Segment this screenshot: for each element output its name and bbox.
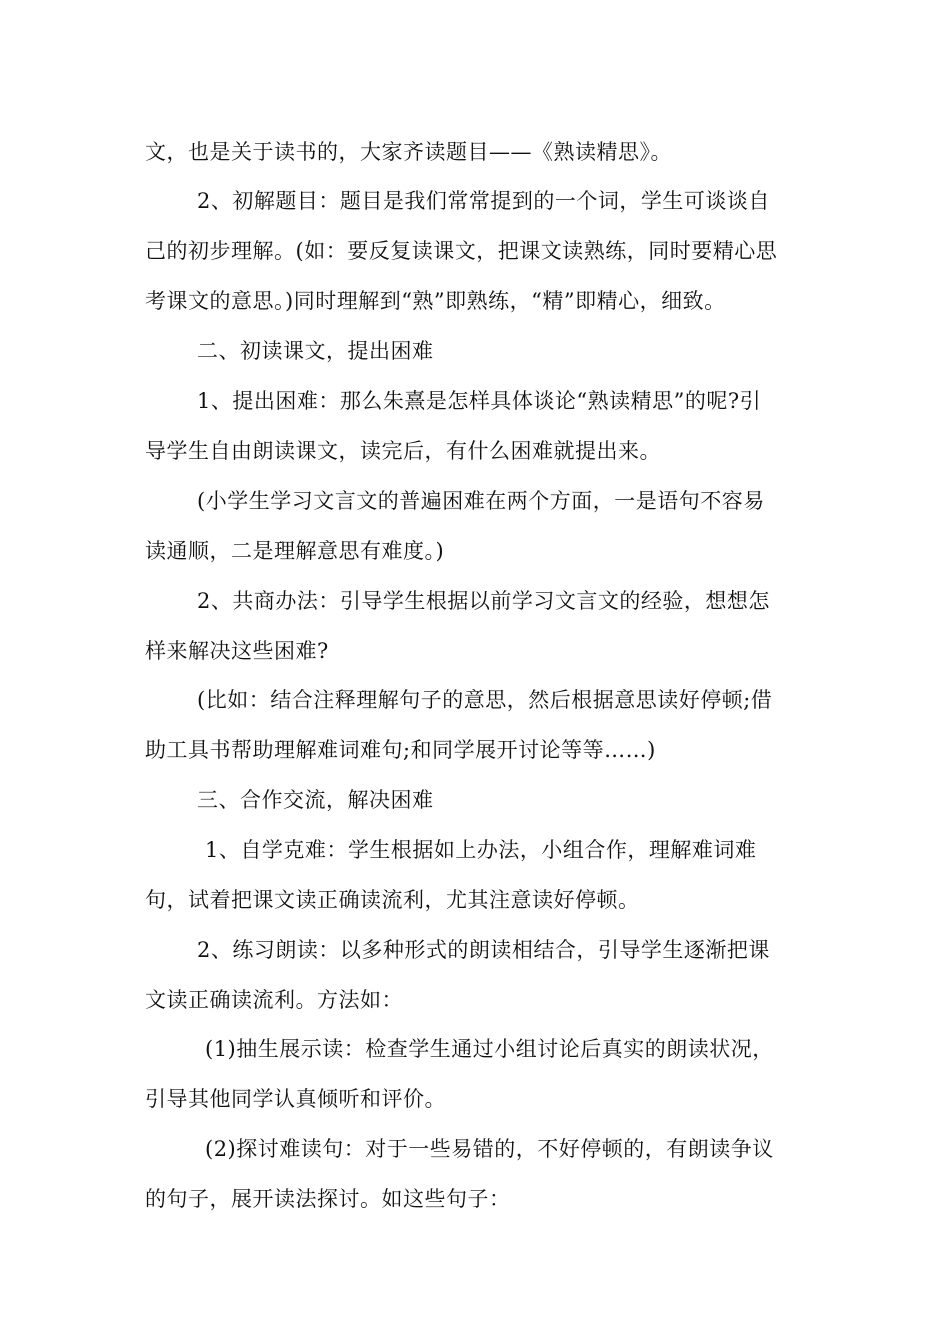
text-line-6: 1、提出困难：那么朱熹是怎样具体谈论“熟读精思”的呢?引 [197, 389, 762, 413]
text-line-15: 1、自学克难：学生根据如上办法，小组合作，理解难词难 [205, 838, 757, 862]
text-line-18: 文读正确读流利。方法如： [145, 988, 403, 1012]
text-line-4: 考课文的意思。)同时理解到“熟”即熟练，“精”即精心，细致。 [145, 289, 726, 313]
text-line-7: 导学生自由朗读课文，读完后，有什么困难就提出来。 [145, 439, 661, 463]
text-line-17: 2、练习朗读：以多种形式的朗读相结合，引导学生逐渐把课 [197, 938, 770, 962]
text-line-19: (1)抽生展示读：检查学生通过小组讨论后真实的朗读状况， [205, 1037, 774, 1061]
text-line-12: (比如：结合注释理解句子的意思，然后根据意思读好停顿;借 [197, 688, 773, 712]
section-heading-3: 三、合作交流，解决困难 [197, 788, 434, 812]
text-line-11: 样来解决这些困难? [145, 639, 329, 663]
text-line-20: 引导其他同学认真倾听和评价。 [145, 1087, 446, 1111]
text-line-2: 2、初解题目：题目是我们常常提到的一个词，学生可谈谈自 [197, 189, 770, 213]
text-line-21: (2)探讨难读句：对于一些易错的，不好停顿的，有朗读争议 [205, 1137, 774, 1161]
text-line-16: 句，试着把课文读正确读流利，尤其注意读好停顿。 [145, 888, 640, 912]
text-line-9: 读通顺，二是理解意思有难度。) [145, 539, 445, 563]
text-line-13: 助工具书帮助理解难词难句;和同学展开讨论等等……) [145, 738, 656, 762]
text-line-8: (小学生学习文言文的普遍困难在两个方面，一是语句不容易 [197, 489, 765, 513]
text-line-22: 的句子，展开读法探讨。如这些句子： [145, 1187, 511, 1211]
text-line-10: 2、共商办法：引导学生根据以前学习文言文的经验，想想怎 [197, 589, 770, 613]
text-line-3: 己的初步理解。(如：要反复读课文，把课文读熟练，同时要精心思 [145, 239, 778, 263]
text-line-1: 文，也是关于读书的，大家齐读题目——《熟读精思》。 [145, 140, 672, 164]
section-heading-2: 二、初读课文，提出困难 [197, 339, 434, 363]
